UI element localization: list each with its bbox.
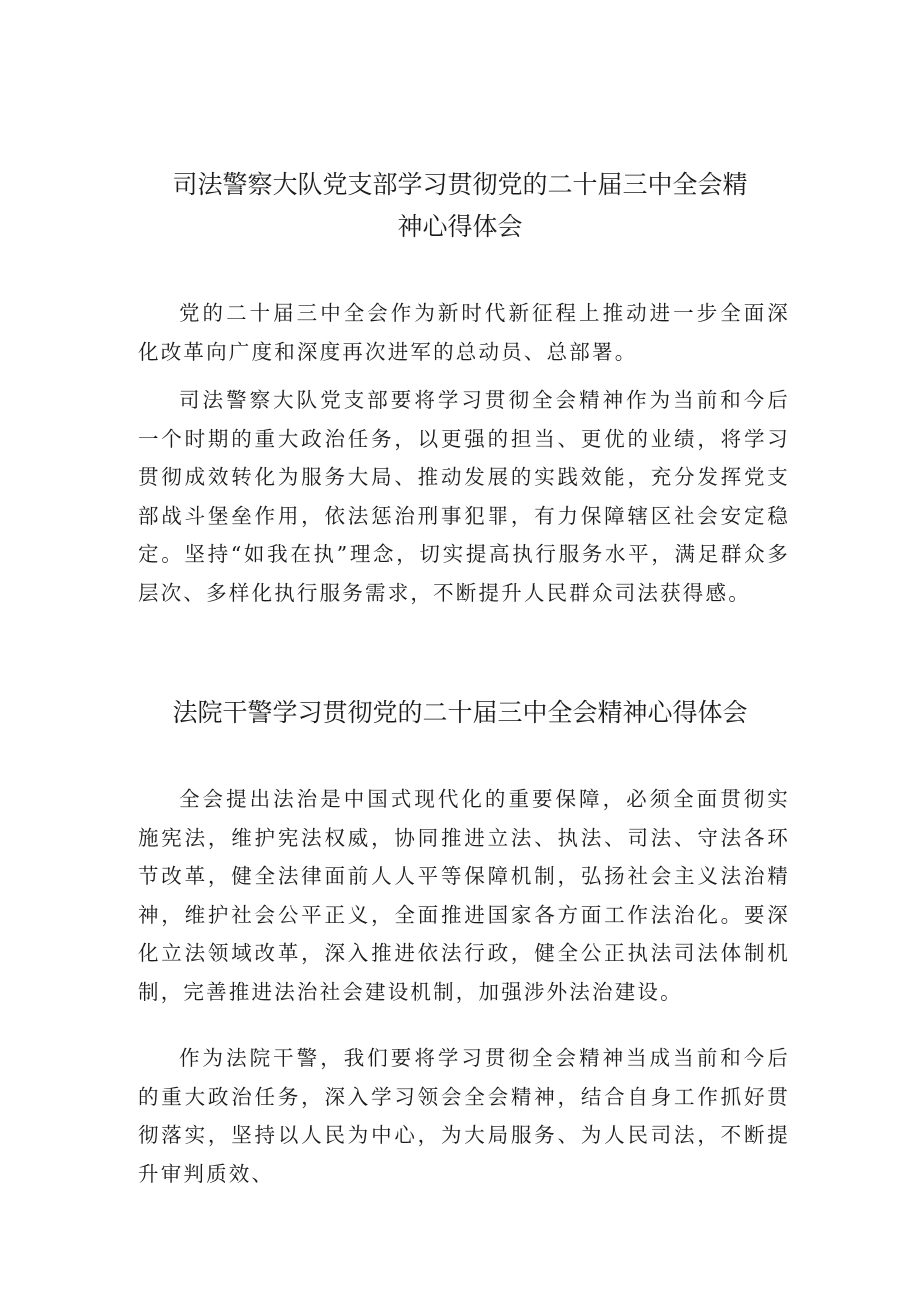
article1-paragraph-2: 司法警察大队党支部要将学习贯彻全会精神作为当前和今后一个时期的重大政治任务，以更强的担当、更优的业绩，将学习贯彻成效转化为服务大局、推动发展的实践效能，充分发挥党支部战斗堡垒作用，依法惩治刑事犯罪，有力保障辖区社会安定稳定。坚持“如我在执”理念，切实提高执行服务水平，满足群众多层次、多样化执行服务需求，不断提升人民群众司法获得感。 [138, 388, 790, 605]
article2-paragraph-2: 作为法院干警，我们要将学习贯彻全会精神当成当前和今后的重大政治任务，深入学习领会全会精神，结合自身工作抓好贯彻落实，坚持以人民为中心，为大局服务、为人民司法，不断提升审判质效、 [138, 1046, 790, 1186]
article1-title-line1: 司法警察大队党支部学习贯彻党的二十届三中全会精 [172, 170, 748, 199]
article1-title [0, 164, 920, 248]
article1-paragraph-1: 党的二十届三中全会作为新时代新征程上推动进一步全面深化改革向广度和深度再次进军的总动员、总部署。 [138, 301, 790, 364]
article2-title-line: 法院干警学习贯彻党的二十届三中全会精神心得体会 [172, 698, 748, 727]
article2-title [0, 692, 920, 734]
article2-paragraph-1: 全会提出法治是中国式现代化的重要保障，必须全面贯彻实施宪法，维护宪法权威，协同推进立法、执法、司法、守法各环节改革，健全法律面前人人平等保障机制，弘扬社会主义法治精神，维护社会公平正义，全面推进国家各方面工作法治化。要深化立法领域改革，深入推进依法行政，健全公正执法司法体制机制，完善推进法治社会建设机制，加强涉外法治建设。 [138, 787, 790, 1004]
article1-title-line2: 神心得体会 [397, 212, 523, 241]
